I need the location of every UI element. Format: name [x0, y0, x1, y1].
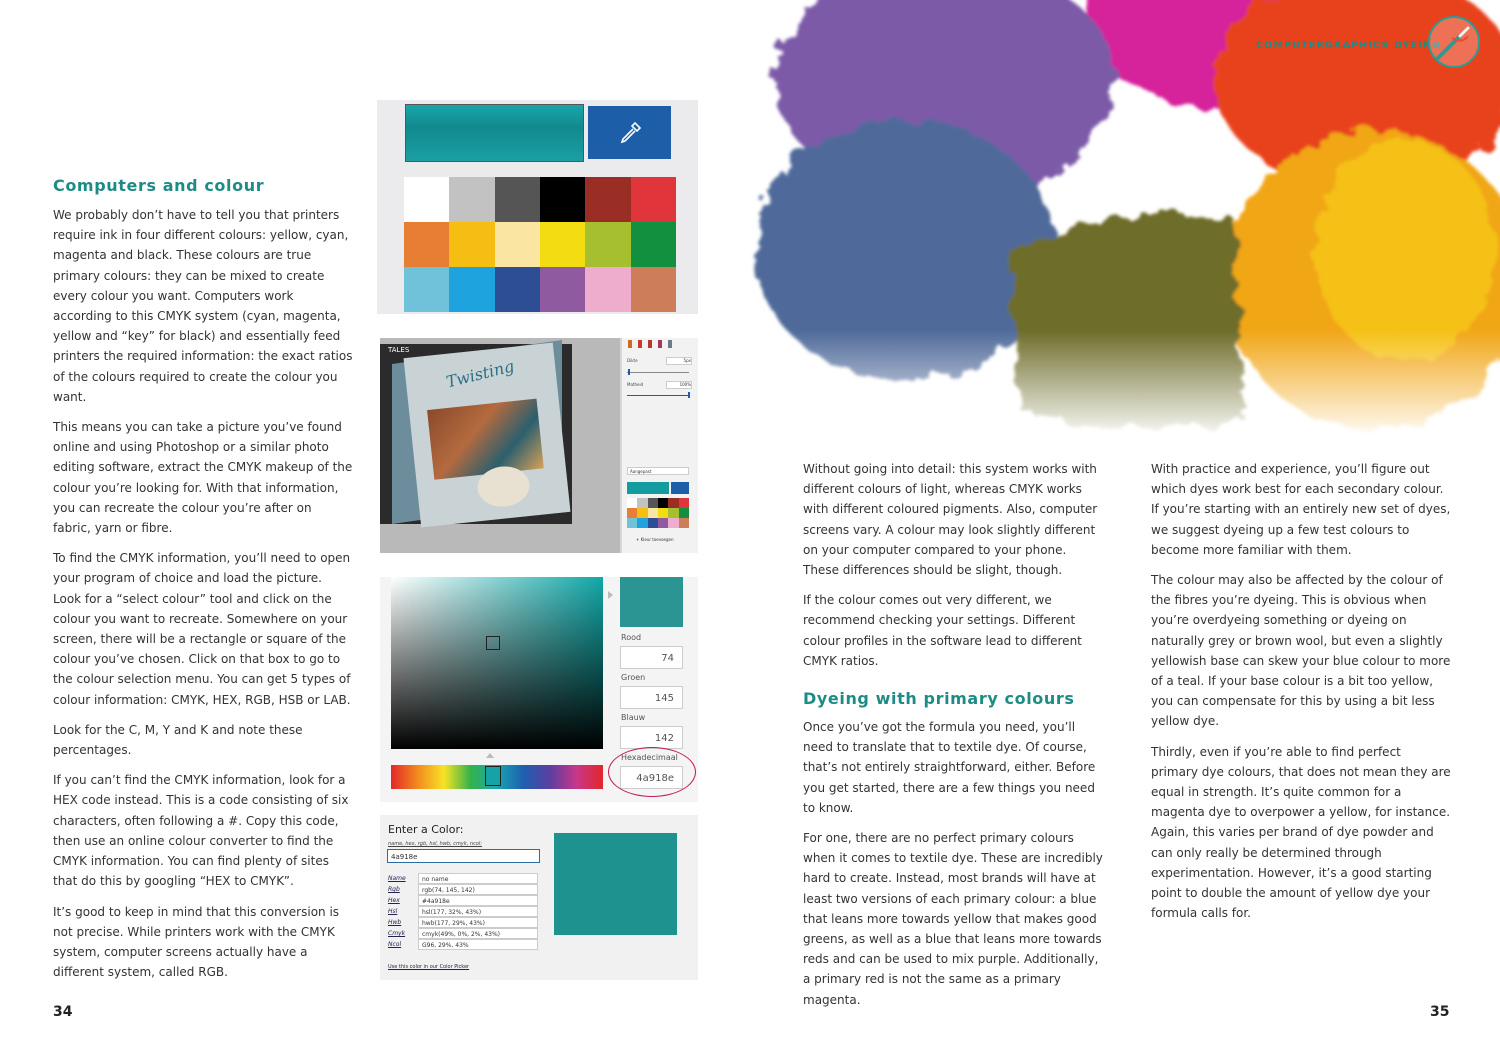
paragraph: The colour may also be affected by the colour of the fibres you’re dyeing. This is obvious when you’re overdyeing something or dyeing on naturally grey or brown wool, but even a slightly yellowish base can skew your blue colour to more of a teal. If your base colour is a bit too yellow, you can compensate for this by using a bit less yellow dye. [1151, 573, 1451, 729]
mini-swatch[interactable] [679, 518, 689, 528]
color-input[interactable]: 4a918e [387, 849, 540, 863]
color-value-row [388, 928, 538, 939]
color-value-row [388, 917, 538, 928]
brush-logo [1428, 16, 1480, 68]
color-swatch[interactable] [631, 267, 676, 312]
paragraph: It’s good to keep in mind that this conversion is not precise. While printers work with the CMYK system, computer screens actually have a different system, called RGB. [53, 904, 340, 980]
color-preview [620, 577, 683, 627]
color-value-row [388, 895, 538, 906]
color-swatch[interactable] [540, 177, 585, 222]
wool-illustration [745, 0, 1500, 440]
tool-panel [622, 338, 698, 553]
color-picker-link[interactable]: Use this color in our Color Picker [388, 964, 470, 970]
mini-swatch[interactable] [627, 498, 637, 508]
color-format-label[interactable]: Hsl [388, 908, 398, 915]
mini-swatch[interactable] [637, 518, 647, 528]
color-swatch[interactable] [404, 177, 449, 222]
saturation-field[interactable] [391, 577, 603, 749]
magazine-cover [404, 343, 571, 528]
red-input[interactable]: 74 [620, 646, 683, 669]
green-input[interactable]: 145 [620, 686, 683, 709]
color-format-value[interactable]: #4a918e [418, 895, 538, 906]
paragraph: Once you’ve got the formula you need, you’ll need to translate that to textile dye. Of course, that’s not entirely straightforward, either. Before you get started, there are a few things you need to know. [803, 720, 1096, 815]
paragraph: With practice and experience, you’ll figure out which dyes work best for each secondary colour. If you’re starting with an entirely new set of dyes, we suggest dyeing up a few test colours to become more familiar with them. [1151, 462, 1451, 557]
color-format-value[interactable]: cmyk(49%, 0%, 2%, 43%) [418, 928, 538, 939]
left-body [53, 205, 353, 982]
color-format-value[interactable]: hsl(177, 32%, 43%) [418, 906, 538, 917]
right-column-1 [803, 459, 1103, 1020]
color-swatch[interactable] [540, 267, 585, 312]
paragraph: If you can’t find the CMYK information, look for a HEX code instead. This is a code consisting of six characters, often following a #. Copy this code, then use an online colour converter to find the CMYK information. You can find plenty of sites that do this by googling “HEX to CMYK”. [53, 773, 349, 889]
color-format-label[interactable]: Cmyk [388, 930, 406, 937]
color-swatch[interactable] [585, 267, 630, 312]
mini-swatch[interactable] [658, 508, 668, 518]
paragraph: Without going into detail: this system works with different colours of light, whereas CMYK works with different coloured pigments. Also, computer screens vary. A colour may look slightly different on your computer compared to your phone. These differences should be slight, though. [803, 462, 1098, 578]
color-swatch[interactable] [404, 222, 449, 267]
color-format-value[interactable]: no name [418, 873, 538, 884]
mini-swatch[interactable] [648, 518, 658, 528]
color-swatch[interactable] [631, 177, 676, 222]
section-heading-computers: Computers and colour [53, 176, 265, 195]
color-value-row [388, 873, 538, 884]
enter-color-hint: name, hex, rgb, hsl, hwb, cmyk, ncol: [388, 841, 482, 847]
mini-swatch[interactable] [668, 518, 678, 528]
page-number-left: 34 [53, 1004, 73, 1020]
paragraph: This means you can take a picture you’ve found online and using Photoshop or a similar photo editing software, extract the CMYK makeup of the colour you’re looking for. With that information, you can recreate the colour you’re after on fabric, yarn or fibre. [53, 420, 353, 536]
paragraph: If the colour comes out very different, we recommend checking your settings. Different colour profiles in the software lead to different CMYK ratios. [803, 593, 1082, 668]
selected-color[interactable] [627, 482, 669, 494]
enter-color-title: Enter a Color: [388, 823, 464, 836]
opacity-label: Matheid [627, 382, 644, 387]
entered-color-swatch [554, 833, 677, 935]
eyedropper-button[interactable] [588, 106, 671, 159]
color-swatch[interactable] [631, 222, 676, 267]
section-heading-dyeing: Dyeing with primary colours [803, 689, 1075, 709]
color-value-row [388, 939, 538, 950]
mini-swatch-grid[interactable] [627, 498, 689, 528]
mini-swatch[interactable] [668, 508, 678, 518]
palette-dropdown[interactable]: Aangepast [627, 467, 689, 475]
size-slider[interactable] [627, 372, 689, 373]
color-swatch[interactable] [495, 267, 540, 312]
add-color-button[interactable]: + Kleur toevoegen [636, 537, 674, 542]
color-format-value[interactable]: rgb(74, 145, 142) [418, 884, 538, 895]
arrow-up-icon [486, 753, 494, 758]
mini-swatch[interactable] [679, 508, 689, 518]
color-swatch[interactable] [495, 177, 540, 222]
arrow-icon [608, 591, 613, 599]
section-tag: COMPUTERGRAPHICS DYEING [1256, 40, 1442, 51]
eyedropper-icon [617, 120, 643, 146]
opacity-slider[interactable] [627, 395, 689, 396]
opacity-value[interactable]: 100% [666, 381, 692, 389]
mini-swatch[interactable] [658, 498, 668, 508]
magazine-title: Twisting [444, 356, 517, 392]
picker-handle[interactable] [486, 636, 500, 650]
color-value-row [388, 906, 538, 917]
mini-swatch[interactable] [658, 518, 668, 528]
color-swatch[interactable] [404, 267, 449, 312]
paragraph: Thirdly, even if you’re able to find perfect primary dye colours, that does not mean they are equal in strength. It’s quite common for a magenta dye to overpower a yellow, for instance. Again, this varies per brand of dye powder and can only really be determined through experimentation. However, it’s a good starting point to double the amount of yellow dye your formula calls for. [1151, 744, 1451, 921]
color-swatch[interactable] [449, 177, 494, 222]
page-number-right: 35 [1430, 1004, 1450, 1020]
highlight-circle [608, 747, 696, 797]
color-format-value[interactable]: hwb(177, 29%, 43%) [418, 917, 538, 928]
hex-input[interactable]: 4a918e [620, 766, 683, 789]
mini-swatch[interactable] [627, 518, 637, 528]
mini-swatch[interactable] [637, 508, 647, 518]
paragraph: Look for the C, M, Y and K and note these percentages. [53, 722, 303, 758]
paintbrush-icon [1430, 18, 1478, 66]
mini-swatch[interactable] [679, 498, 689, 508]
mini-swatch[interactable] [668, 498, 678, 508]
mini-swatch[interactable] [637, 498, 647, 508]
color-format-label[interactable]: Ncol [388, 941, 402, 948]
canvas-area [380, 338, 620, 553]
hue-handle[interactable] [485, 766, 501, 786]
magazine-brand: TALES [388, 346, 410, 354]
photoshop-screenshot [380, 338, 698, 553]
paragraph: We probably don’t have to tell you that printers require ink in four different colours: yellow, cyan, magenta and black. These colours are true primary colours: they can be mixed to create every colour you want. Computers work according to this CMYK system (cyan, magenta, yellow and “key” for black) and essentially feed printers the required information: the exact ratios of the colours required to create the colour you want. [53, 208, 353, 404]
color-picker-screenshot [380, 577, 698, 802]
enter-color-screenshot [380, 815, 698, 980]
blue-input[interactable]: 142 [620, 726, 683, 749]
red-label: Rood [621, 633, 642, 642]
right-column-2 [1151, 459, 1451, 933]
green-label: Groen [621, 673, 646, 682]
brush-tools[interactable] [628, 340, 672, 348]
eyedropper-mini[interactable] [671, 482, 689, 494]
size-label: Dikte [627, 358, 638, 363]
magazine-photo [380, 344, 572, 524]
paragraph: To find the CMYK information, you’ll need to open your program of choice and load the picture. Look for a “select colour” tool and click on the colour you want to recreate. Somewhere on your screen, there will be a rectangle or square of the colour you’ve chosen. Click on that box to go to the colour selection menu. You can get 5 types of colour information: CMYK, HEX, RGB, HSB or LAB. [53, 551, 351, 707]
color-swatch-grid [404, 177, 676, 312]
mini-swatch[interactable] [627, 508, 637, 518]
color-swatch[interactable] [449, 222, 494, 267]
mini-swatch[interactable] [648, 508, 658, 518]
mini-swatch[interactable] [648, 498, 658, 508]
paragraph: For one, there are no perfect primary colours when it comes to textile dye. These are incredibly hard to create. Instead, most brands will have at least two versions of each primary colour: a blue that leans more towards yellow that makes good greens, as well as a blue that leans more towards reds and can be used to mix purple. Additionally, a primary red is not the same as a primary magenta. [803, 831, 1103, 1007]
color-swatch[interactable] [449, 267, 494, 312]
color-format-value[interactable]: G96, 29%, 43% [418, 939, 538, 950]
color-format-label[interactable]: Name [388, 875, 406, 882]
color-swatch[interactable] [585, 222, 630, 267]
blue-label: Blauw [621, 713, 646, 722]
size-value[interactable]: 5px [666, 357, 692, 365]
color-swatch[interactable] [585, 177, 630, 222]
color-values-table [388, 873, 538, 950]
color-format-label[interactable]: Hex [388, 897, 400, 904]
selected-color-swatch [405, 104, 584, 162]
color-swatch[interactable] [495, 222, 540, 267]
color-format-label[interactable]: Hwb [388, 919, 402, 926]
color-format-label[interactable]: Rgb [388, 886, 400, 893]
color-swatch[interactable] [540, 222, 585, 267]
hex-label: Hexadecimaal [621, 753, 678, 762]
color-value-row [388, 884, 538, 895]
wool-photo [745, 0, 1500, 440]
